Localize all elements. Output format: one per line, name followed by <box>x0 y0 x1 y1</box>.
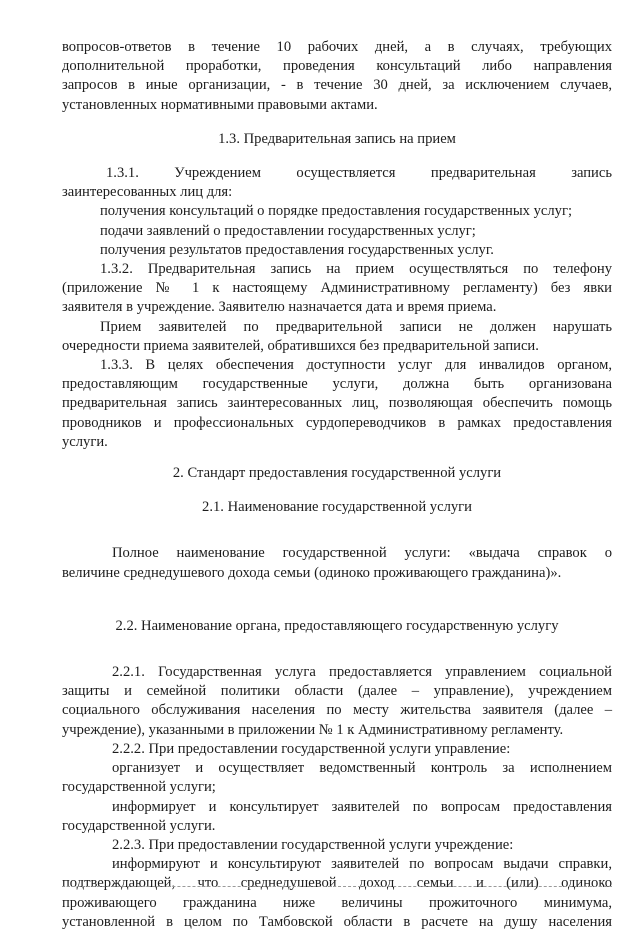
text-line: проводников и профессиональных сурдопереводчиков в рамках предоставления <box>62 414 612 431</box>
list-item: получения результатов предоставления государственных услуг. <box>100 241 494 258</box>
text-line: дополнительной проработки, проведения консультаций либо направления <box>62 58 612 75</box>
page-bottom-rule <box>62 886 612 887</box>
paragraph-1-3-2 <box>62 260 612 318</box>
paragraph-2-2-3-a <box>62 855 612 932</box>
text-line: (приложение № 1 к настоящему Административному регламенту) без явки <box>62 280 612 297</box>
paragraph-1-3-2-b <box>62 318 612 356</box>
text-line: предоставляющим государственные услуги, должна быть организована <box>62 376 612 393</box>
text-line: социального обслуживания населения по месту жительства заявителя (далее – <box>62 702 612 719</box>
text-line: 2.2.1. Государственная услуга предоставляется управлением социальной <box>112 664 612 681</box>
section-heading-2-1: 2.1. Наименование государственной услуги <box>202 499 472 516</box>
paragraph-1-3-1 <box>62 164 612 202</box>
text-line: информирует и консультирует заявителей по вопросам предоставления <box>112 798 612 815</box>
paragraph-2-2-3: 2.2.3. При предоставлении государственной услуги учреждение: <box>112 836 514 853</box>
text-line: Прием заявителей по предварительной записи не должен нарушать <box>100 318 612 335</box>
text-line: предварительная запись заинтересованных лиц, позволяющая обеспечить помощь <box>62 395 612 412</box>
text-line: информируют и консультируют заявителей по вопросам выдачи справки, <box>112 856 612 873</box>
paragraph-2-2-1 <box>62 663 612 740</box>
paragraph-2-2-2-a <box>62 759 612 797</box>
text-line: государственной услуги; <box>62 779 216 796</box>
text-line: организует и осуществляет ведомственный контроль за исполнением <box>112 760 612 777</box>
section-heading-2-2: 2.2. Наименование органа, предоставляющего государственную услугу <box>115 617 559 634</box>
section-heading-1-3: 1.3. Предварительная запись на прием <box>218 130 456 147</box>
paragraph-response-times <box>62 38 612 115</box>
text-line: установленной в целом по Тамбовской области в расчете на душу населения <box>62 913 612 930</box>
text-line: 1.3.2. Предварительная запись на прием осуществляться по телефону <box>100 261 612 278</box>
paragraph-2-2-2-b <box>62 798 612 836</box>
text-line: Полное наименование государственной услуги: «выдача справок о <box>112 545 612 562</box>
paragraph-2-2-2: 2.2.2. При предоставлении государственной услуги управление: <box>112 740 511 757</box>
paragraph-1-3-3 <box>62 356 612 452</box>
list-item: подачи заявлений о предоставлении государственных услуг; <box>100 222 476 239</box>
text-line: 1.3.1. Учреждением осуществляется предварительная запись <box>106 165 612 182</box>
text-line: проживающего гражданина ниже величины прожиточного минимума, <box>62 894 612 911</box>
text-line: услуги. <box>62 433 108 450</box>
section-heading-2: 2. Стандарт предоставления государственной услуги <box>172 465 502 482</box>
text-line: учреждение), указанными в приложении № 1 к Административному регламенту. <box>62 721 564 738</box>
text-line: государственной услуги. <box>62 817 216 834</box>
list-1-3-1 <box>62 202 612 260</box>
text-line: вопросов-ответов в течение 10 рабочих дней, а в случаях, требующих <box>62 39 612 55</box>
text-line: запросов в иные организации, - в течение 30 дней, за исключением случаев, <box>62 77 612 94</box>
text-line: установленных нормативными правовыми актами. <box>62 96 378 113</box>
text-line: 1.3.3. В целях обеспечения доступности услуг для инвалидов органом, <box>100 357 612 374</box>
list-item: получения консультаций о порядке предоставления государственных услуг; <box>100 203 572 220</box>
text-line: величине среднедушевого дохода семьи (одиноко проживающего гражданина)». <box>62 564 562 581</box>
text-line: подтверждающей, что среднедушевой доход семьи и (или) одиноко <box>62 875 612 892</box>
text-line: заявителя в учреждение. Заявителю назначается дата и время приема. <box>62 299 497 316</box>
paragraph-2-1 <box>62 544 612 582</box>
text-line: очередности приема заявителей, обратившихся без предварительной записи. <box>62 337 539 354</box>
text-line: заинтересованных лиц для: <box>62 184 233 201</box>
text-line: защиты и семейной политики области (далее – управление), учреждением <box>62 683 612 700</box>
